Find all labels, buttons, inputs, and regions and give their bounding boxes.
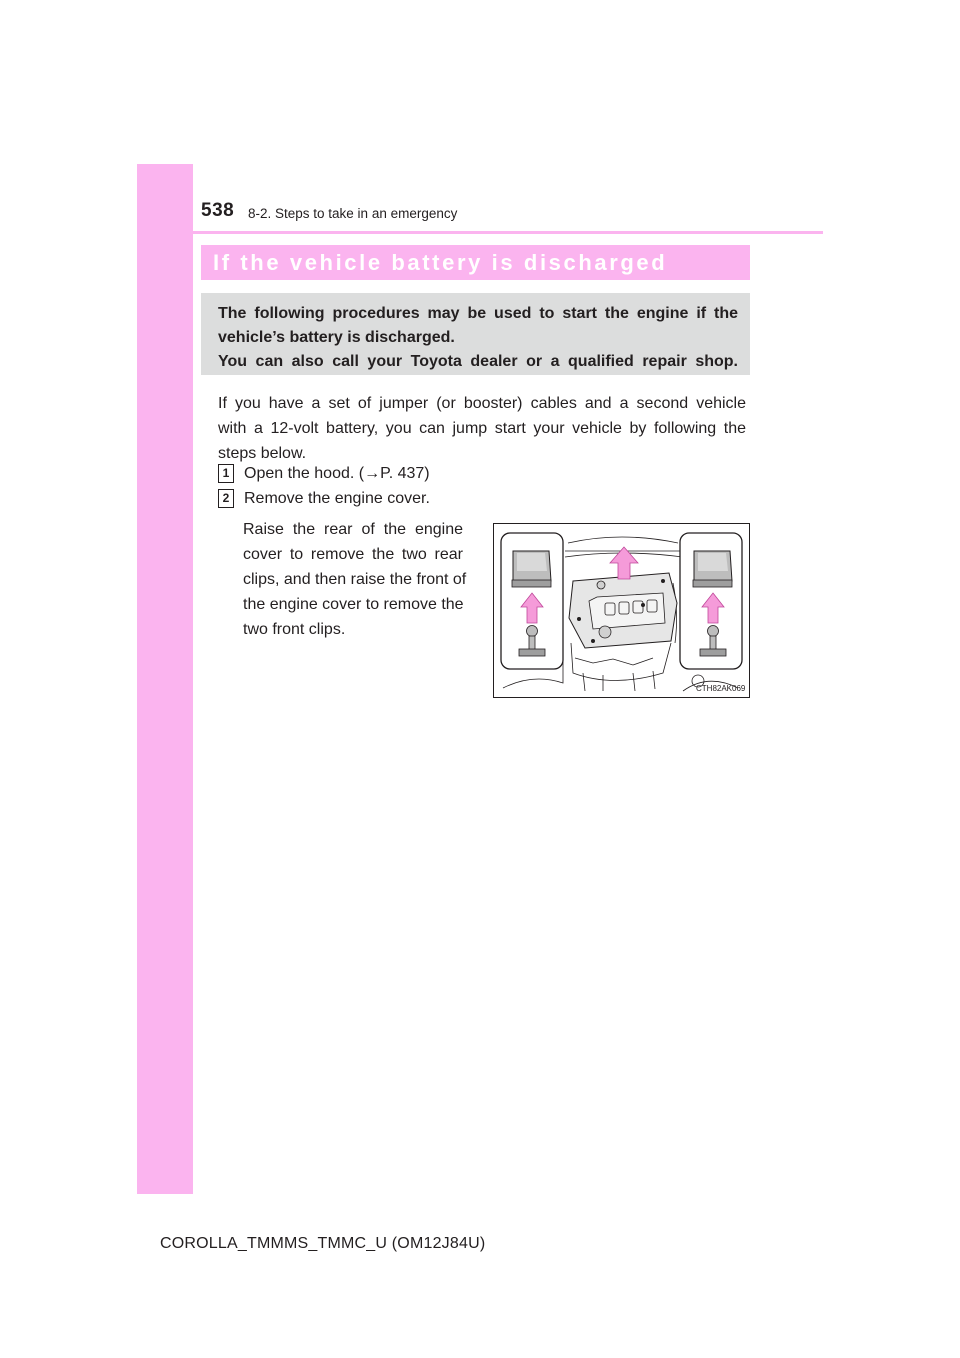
intro-line: vehicle’s battery is discharged. [218,329,455,346]
page-number: 538 [201,200,235,221]
detail-line: clips, and then raise the front of [243,571,467,588]
step-text: Remove the engine cover. [244,490,430,507]
body-paragraph [218,391,746,466]
side-tab [137,164,193,1194]
step-number-badge: 1 [218,464,234,483]
engine-cover-illustration [493,523,750,698]
engine-cover [569,573,677,648]
footer-model-code: COROLLA_TMMMS_TMMC_U (OM12J84U) [160,1235,486,1252]
step-number-badge: 2 [218,489,234,508]
step-2-detail [243,517,467,642]
paragraph-line: with a 12-volt battery, you can jump start your vehicle by following the [218,420,746,437]
step-1 [218,463,430,485]
detail-line: the engine cover to remove the [243,596,464,613]
detail-line: two front clips. [243,621,346,638]
paragraph-line: steps below. [218,445,307,462]
header-rule [193,231,823,234]
page-title: If the vehicle battery is discharged [201,245,750,280]
figure-code: CTH82AK069 [696,684,746,693]
step-text: Open the hood. (→P. 437) [244,465,430,482]
section-heading: 8-2. Steps to take in an emergency [248,206,458,221]
detail-line: Raise the rear of the engine [243,521,463,538]
paragraph-line: If you have a set of jumper (or booster) cables and a second vehicle [218,395,746,412]
detail-line: cover to remove the two rear [243,546,463,563]
intro-box [201,293,750,375]
step-2 [218,488,430,510]
intro-line: The following procedures may be used to start the engine if the [218,305,738,322]
intro-line: You can also call your Toyota dealer or a qualified repair shop. [218,353,738,370]
